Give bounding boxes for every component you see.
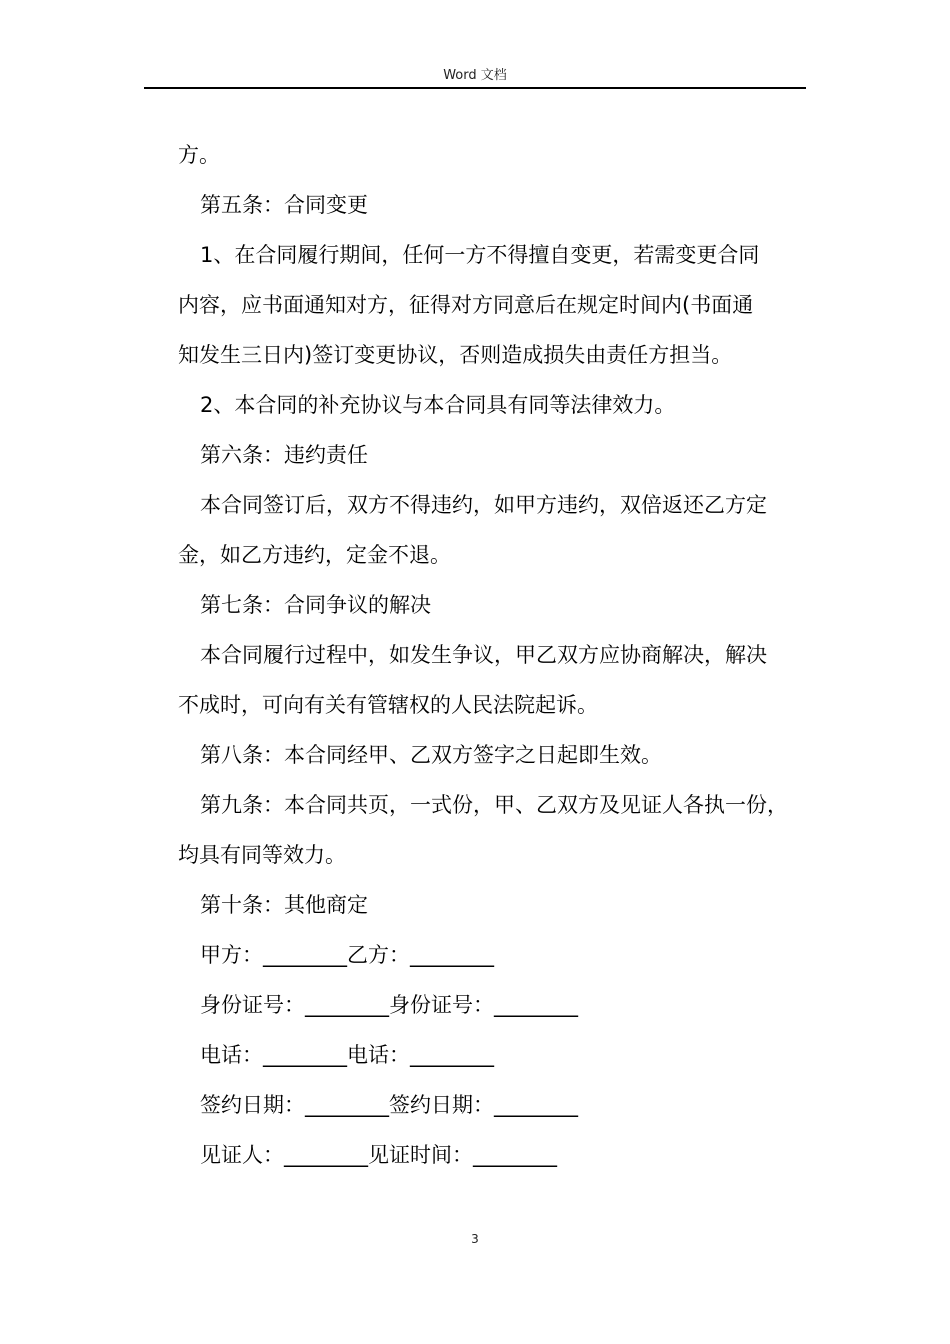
header-divider	[144, 87, 806, 89]
paragraph-line: 不成时，可向有关有管辖权的人民法院起诉。	[178, 693, 598, 717]
paragraph-line: 本合同签订后，双方不得违约，如甲方违约，双倍返还乙方定	[200, 493, 767, 517]
page-number: 3	[471, 1232, 479, 1246]
paragraph-line: 见证人：________见证时间：________	[200, 1143, 557, 1167]
paragraph-line: 身份证号：________身份证号：________	[200, 993, 578, 1017]
paragraph-line: 本合同履行过程中，如发生争议，甲乙双方应协商解决，解决	[200, 643, 767, 667]
paragraph-line: 知发生三日内)签订变更协议，否则造成损失由责任方担当。	[178, 343, 733, 367]
paragraph-line: 1、在合同履行期间，任何一方不得擅自变更，若需变更合同	[200, 243, 760, 267]
document-body	[178, 130, 818, 1180]
paragraph-line: 方。	[178, 143, 220, 167]
paragraph-line: 电话：________电话：________	[200, 1043, 494, 1067]
paragraph-line: 甲方：________乙方：________	[200, 943, 494, 967]
paragraph-line: 第九条：本合同共页，一式份，甲、乙双方及见证人各执一份，	[200, 793, 788, 817]
paragraph-line: 第七条：合同争议的解决	[200, 593, 431, 617]
paragraph-line: 第八条：本合同经甲、乙双方签字之日起即生效。	[200, 743, 662, 767]
paragraph-line: 第五条：合同变更	[200, 193, 368, 217]
paragraph-line: 签约日期：________签约日期：________	[200, 1093, 578, 1117]
page-header-title: Word 文档	[443, 68, 507, 83]
paragraph-line: 内容，应书面通知对方，征得对方同意后在规定时间内(书面通	[178, 293, 754, 317]
paragraph-line: 均具有同等效力。	[178, 843, 346, 867]
paragraph-line: 2、本合同的补充协议与本合同具有同等法律效力。	[200, 393, 676, 417]
paragraph-line: 金，如乙方违约，定金不退。	[178, 543, 451, 567]
paragraph-line: 第十条：其他商定	[200, 893, 368, 917]
paragraph-line: 第六条：违约责任	[200, 443, 368, 467]
